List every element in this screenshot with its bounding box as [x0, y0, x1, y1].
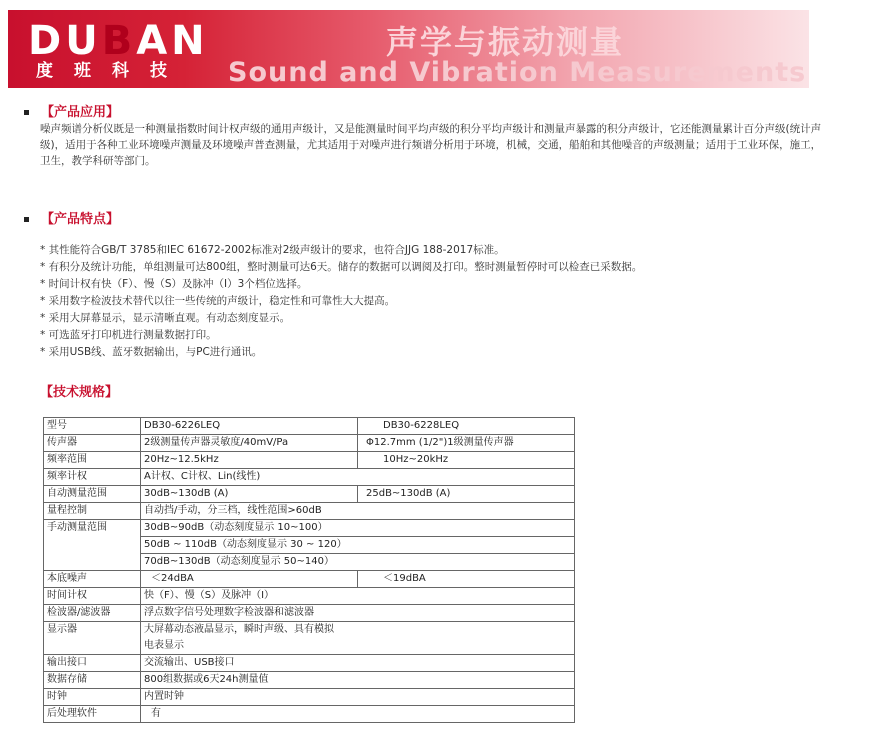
- spec-label: 数据存储: [44, 672, 141, 689]
- table-row: [44, 655, 575, 672]
- spec-value: DB30-6226LEQ: [141, 418, 358, 435]
- spec-value: 25dB~130dB (A): [358, 486, 575, 503]
- table-row: [44, 605, 575, 622]
- table-row: [44, 486, 575, 503]
- feature-item: * 有积分及统计功能，单组测量可达800组，整时测量可达6天。储存的数据可以调阅及打印。整时测量暂停时可以检查已采数据。: [40, 261, 643, 273]
- table-row: [44, 452, 575, 469]
- spec-value: 自动挡/手动，分三档，线性范围>60dB: [141, 503, 575, 520]
- spec-label: 型号: [44, 418, 141, 435]
- feature-item: * 采用USB线、蓝牙数据输出，与PC进行通讯。: [40, 346, 263, 358]
- spec-value: 70dB~130dB（动态刻度显示 50~140）: [141, 554, 575, 571]
- spec-value: DB30-6228LEQ: [358, 418, 575, 435]
- spec-value: 10Hz~20kHz: [358, 452, 575, 469]
- section-title-features: 【产品特点】: [24, 208, 119, 227]
- spec-value: 800组数据或6天24h测量值: [141, 672, 575, 689]
- table-row: [44, 672, 575, 689]
- table-row: [44, 435, 575, 452]
- spec-table: [43, 417, 575, 723]
- spec-value: 大屏幕动态液晶显示，瞬时声级、具有模拟: [141, 622, 575, 639]
- table-row: [44, 571, 575, 588]
- application-text: 噪声频谱分析仪既是一种测量指数时间计权声级的通用声级计，又是能测量时间平均声级的积分平均声级计和测量声暴露的积分声级计，它还能测量累计百分声级(统计声级)，适用于各种工业环境噪声测量及环境噪声普查测量，尤其适用于对噪声进行频谱分析用于环境，机械，交通，船舶和其他噪音的声级测量；适用于工业环保，施工，卫生，教学科研等部门。: [40, 123, 822, 167]
- section-title-specs: 【技术规格】: [40, 385, 119, 400]
- spec-value: 内置时钟: [141, 689, 575, 706]
- spec-value: 有: [141, 706, 575, 723]
- spec-value: 30dB~130dB (A): [141, 486, 358, 503]
- feature-item: * 其性能符合GB/T 3785和IEC 61672-2002标准对2级声级计的要求，也符合JJG 188-2017标准。: [40, 244, 505, 256]
- slogan-en: Sound and Vibration Measurements: [228, 57, 807, 88]
- spec-value: ＜24dBA: [141, 571, 358, 588]
- spec-value: 电表显示: [141, 638, 575, 655]
- spec-label: 频率范围: [44, 452, 141, 469]
- bullet-icon: [24, 110, 29, 115]
- feature-item: * 采用大屏幕显示，显示清晰直观。有动态刻度显示。: [40, 312, 291, 324]
- spec-value: ＜19dBA: [358, 571, 575, 588]
- spec-value: 快（F）、慢（S）及脉冲（I）: [141, 588, 575, 605]
- company-name-cn: 度班科技: [36, 61, 188, 81]
- spec-value: 50dB ~ 110dB（动态刻度显示 30 ~ 120）: [141, 537, 575, 554]
- spec-label: 频率计权: [44, 469, 141, 486]
- spec-label: 本底噪声: [44, 571, 141, 588]
- header-banner: [8, 10, 809, 88]
- feature-item: * 可选蓝牙打印机进行测量数据打印。: [40, 329, 217, 341]
- section-title-application: 【产品应用】: [24, 101, 119, 120]
- feature-item: * 时间计权有快（F）、慢（S）及脉冲（I）3个档位选择。: [40, 278, 308, 290]
- bullet-icon: [24, 217, 29, 222]
- table-row: [44, 588, 575, 605]
- features-list: [40, 242, 642, 361]
- spec-value: A计权、C计权、Lin(线性): [141, 469, 575, 486]
- spec-label: 显示器: [44, 622, 141, 655]
- table-row: [44, 622, 575, 639]
- spec-label: 手动测量范围: [44, 520, 141, 571]
- spec-label: 时钟: [44, 689, 141, 706]
- spec-value: 20Hz~12.5kHz: [141, 452, 358, 469]
- spec-value: 浮点数字信号处理数字检波器和滤波器: [141, 605, 575, 622]
- company-logo: DUBAN: [28, 18, 209, 64]
- slogan-cn: 声学与振动测量: [386, 23, 625, 61]
- spec-label: 检波器/滤波器: [44, 605, 141, 622]
- table-row: [44, 689, 575, 706]
- table-row: [44, 469, 575, 486]
- spec-value: 2级测量传声器灵敏度/40mV/Pa: [141, 435, 358, 452]
- spec-label: 输出接口: [44, 655, 141, 672]
- spec-value: 30dB~90dB（动态刻度显示 10~100）: [141, 520, 575, 537]
- table-row: [44, 503, 575, 520]
- spec-label: 时间计权: [44, 588, 141, 605]
- spec-value: 交流输出、USB接口: [141, 655, 575, 672]
- spec-value: Φ12.7mm (1/2")1级测量传声器: [358, 435, 575, 452]
- spec-label: 后处理软件: [44, 706, 141, 723]
- feature-item: * 采用数字检波技术替代以往一些传统的声级计，稳定性和可靠性大大提高。: [40, 295, 396, 307]
- spec-label: 自动测量范围: [44, 486, 141, 503]
- spec-label: 量程控制: [44, 503, 141, 520]
- table-row: [44, 520, 575, 537]
- table-row: [44, 706, 575, 723]
- table-row: [44, 418, 575, 435]
- spec-label: 传声器: [44, 435, 141, 452]
